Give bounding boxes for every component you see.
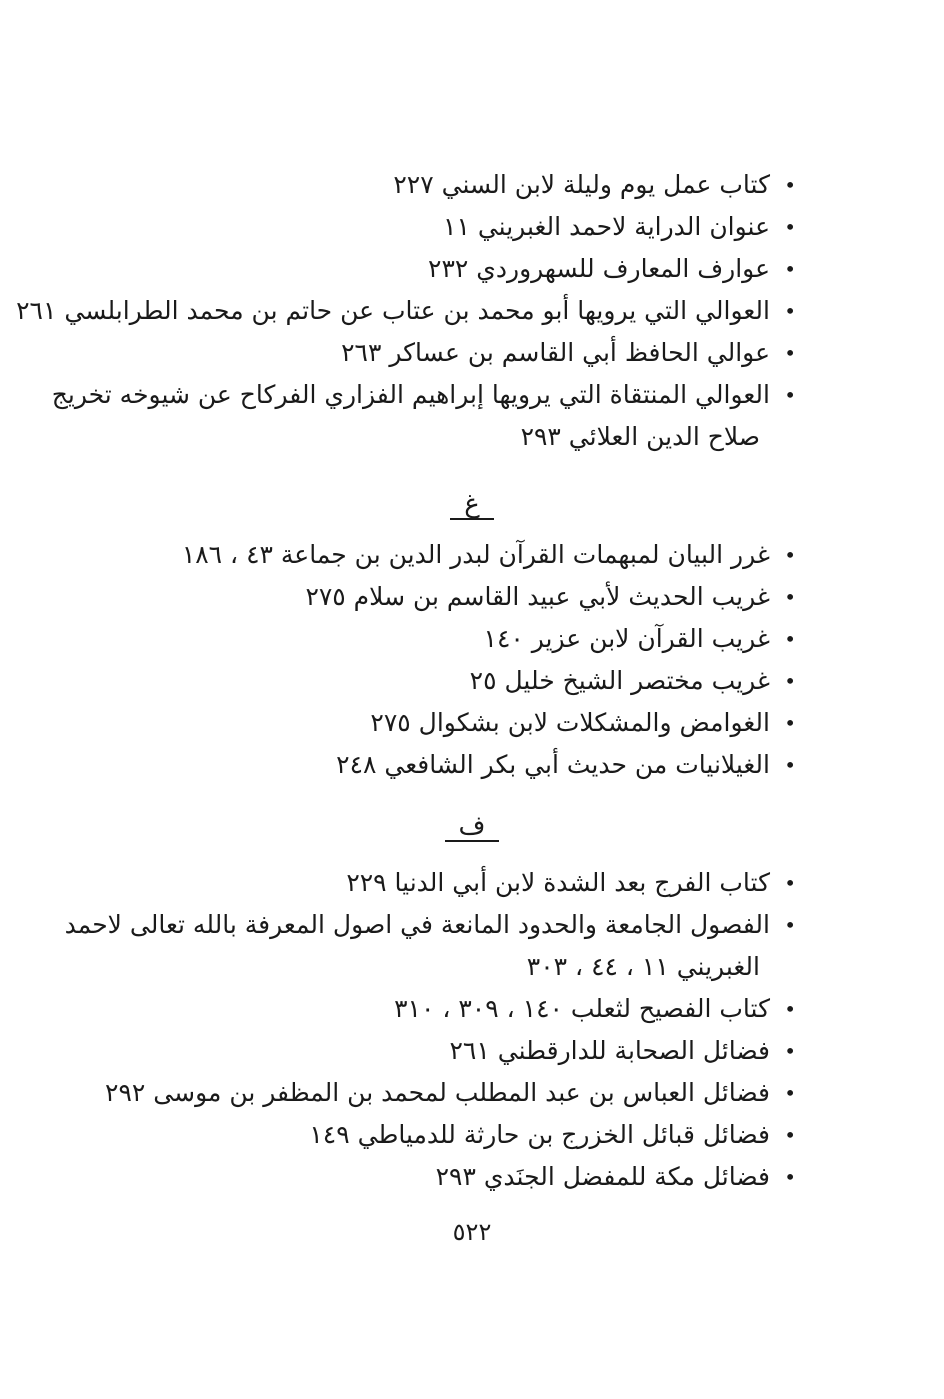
letter-heading-fa <box>0 806 944 846</box>
index-entry <box>146 248 796 290</box>
index-section-ain <box>16 164 796 458</box>
bullet-icon: • <box>784 753 796 777</box>
index-entry <box>146 618 796 660</box>
page-number: ٥٢٢ <box>452 1218 492 1246</box>
bullet-icon: • <box>784 1039 796 1063</box>
index-entry <box>146 332 796 374</box>
index-entry <box>146 534 796 576</box>
entry-continuation: صلاح الدين العلائي ٢٩٣ <box>520 422 760 451</box>
entry-text: الغيلانيات من حديث أبي بكر الشافعي ٢٤٨ <box>336 750 770 779</box>
bullet-icon: • <box>784 543 796 567</box>
bullet-icon: • <box>784 913 796 937</box>
index-entry <box>146 988 796 1030</box>
bullet-icon: • <box>784 341 796 365</box>
entry-text: غرر البيان لمبهمات القرآن لبدر الدين بن جماعة ٤٣ ، ١٨٦ <box>181 540 770 569</box>
entry-text: عوارف المعارف للسهروردي ٢٣٢ <box>428 254 770 283</box>
index-entry <box>146 702 796 744</box>
bullet-icon: • <box>784 669 796 693</box>
bullet-icon: • <box>784 627 796 651</box>
index-entry <box>105 1072 796 1114</box>
bullet-icon: • <box>784 871 796 895</box>
entry-text: عوالي الحافظ أبي القاسم بن عساكر ٢٦٣ <box>341 338 770 367</box>
index-entry <box>146 660 796 702</box>
bullet-icon: • <box>784 585 796 609</box>
entry-text: العوالي التي يرويها أبو محمد بن عتاب عن حاتم بن محمد الطرابلسي ٢٦١ <box>16 296 770 325</box>
bullet-icon: • <box>784 257 796 281</box>
entry-text: كتاب الفصيح لثعلب ١٤٠ ، ٣٠٩ ، ٣١٠ <box>394 994 770 1023</box>
bullet-icon: • <box>784 299 796 323</box>
bullet-icon: • <box>784 215 796 239</box>
bullet-icon: • <box>784 711 796 735</box>
bullet-icon: • <box>784 997 796 1021</box>
bullet-icon: • <box>784 1165 796 1189</box>
index-section-fa <box>64 862 796 1198</box>
index-entry <box>146 1030 796 1072</box>
entry-text: عنوان الدراية لاحمد الغبريني ١١ <box>443 212 770 241</box>
letter-heading-text: غ <box>450 490 494 520</box>
index-entry <box>16 290 796 332</box>
bullet-icon: • <box>784 383 796 407</box>
entry-text: الغوامض والمشكلات لابن بشكوال ٢٧٥ <box>370 708 770 737</box>
entry-text: فضائل مكة للمفضل الجنَدي ٢٩٣ <box>435 1162 770 1191</box>
index-entry <box>146 862 796 904</box>
entry-continuation: الغبريني ١١ ، ٤٤ ، ٣٠٣ <box>526 952 760 981</box>
entry-text: غريب القرآن لابن عزير ١٤٠ <box>483 624 770 653</box>
letter-heading-text: ف <box>445 812 500 842</box>
index-entry <box>51 374 796 458</box>
entry-text: فضائل الصحابة للدارقطني ٢٦١ <box>449 1036 770 1065</box>
index-entry <box>146 744 796 786</box>
entry-text: كتاب عمل يوم وليلة لابن السني ٢٢٧ <box>393 170 770 199</box>
entry-text: غريب مختصر الشيخ خليل ٢٥ <box>469 666 770 695</box>
bullet-icon: • <box>784 1123 796 1147</box>
entry-text: فضائل قبائل الخزرج بن حارثة للدمياطي ١٤٩ <box>309 1120 770 1149</box>
index-section-ghain <box>146 534 796 786</box>
letter-heading-ghain <box>0 484 944 524</box>
index-entry <box>146 164 796 206</box>
index-entry <box>64 904 796 988</box>
index-entry <box>146 1156 796 1198</box>
entry-text: فضائل العباس بن عبد المطلب لمحمد بن المظفر بن موسى ٢٩٢ <box>105 1078 770 1107</box>
bullet-icon: • <box>784 173 796 197</box>
index-entry <box>146 206 796 248</box>
index-entry <box>146 576 796 618</box>
entry-text: الفصول الجامعة والحدود المانعة في اصول المعرفة بالله تعالى لاحمد <box>64 910 770 939</box>
bullet-icon: • <box>784 1081 796 1105</box>
entry-text: غريب الحديث لأبي عبيد القاسم بن سلام ٢٧٥ <box>305 582 770 611</box>
entry-text: العوالي المنتقاة التي يرويها إبراهيم الفزاري الفركاح عن شيوخه تخريج <box>51 380 770 409</box>
entry-text: كتاب الفرج بعد الشدة لابن أبي الدنيا ٢٢٩ <box>346 868 770 897</box>
index-entry <box>146 1114 796 1156</box>
